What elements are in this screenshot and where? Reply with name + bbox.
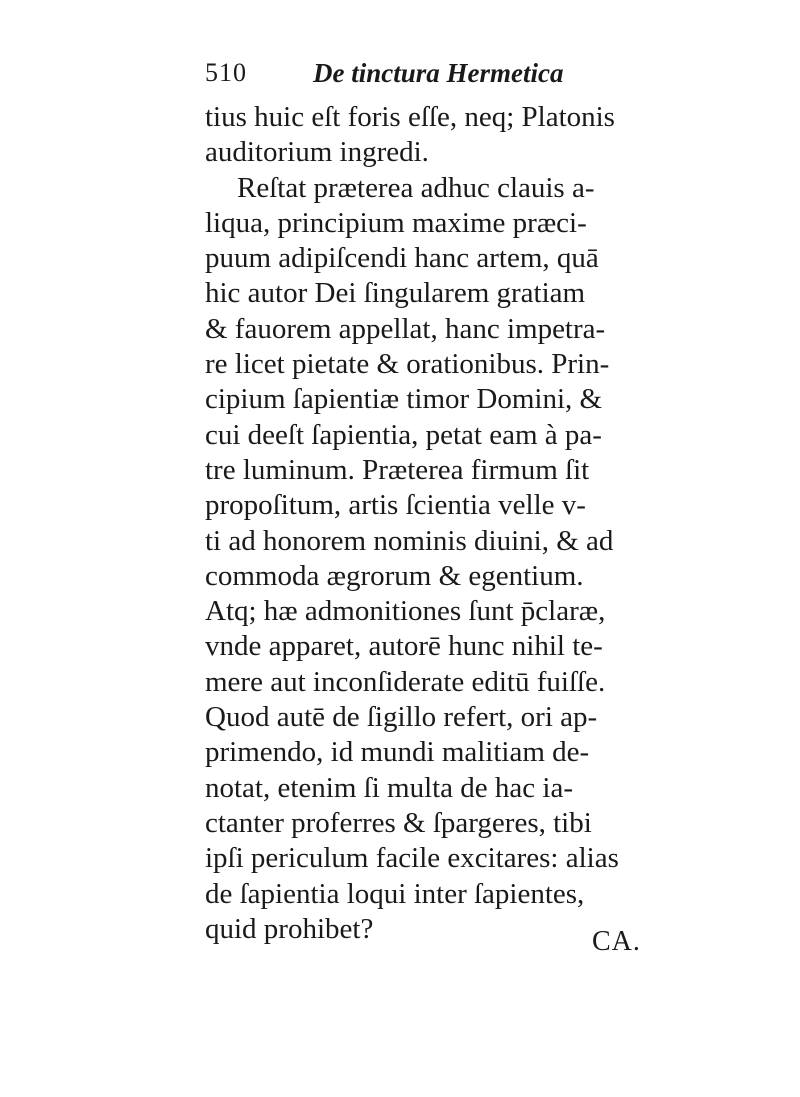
catchword: CA. (592, 926, 641, 957)
text-line: de ſapientia loqui inter ſapientes, (205, 877, 585, 910)
text-line: liqua, principium maxime præci- (205, 206, 587, 239)
text-line: Atq; hæ admonitiones ſunt p̄claræ, (205, 595, 606, 628)
text-line: ctanter proferres & ſpargeres, tibi (205, 806, 592, 839)
text-line: tius huic eſt foris eſſe, neq; Platonis (205, 101, 615, 133)
page-header (205, 58, 645, 98)
text-line: primendo, id mundi malitiam de- (205, 736, 590, 769)
running-head: De tinctura Hermetica (313, 58, 564, 88)
text-line: commoda ægrorum & egentium. (205, 559, 584, 592)
text-line: puum adipiſcendi hanc artem, quā (205, 242, 599, 275)
text-line: ipſi periculum facile excitares: alias (205, 842, 619, 875)
paragraph-start-line: Reſtat præterea adhuc clauis a- (237, 171, 595, 204)
text-line: Quod autē de ſigillo refert, ori ap- (205, 701, 598, 734)
text-line: mere aut inconſiderate editū fuiſſe. (205, 665, 606, 698)
text-line: notat, etenim ſi multa de hac ia- (205, 771, 574, 804)
text-line: ti ad honorem nominis diuini, & ad (205, 524, 614, 557)
text-line: & fauorem appellat, hanc impetra- (205, 312, 606, 345)
text-line: auditorium ingredi. (205, 136, 429, 169)
text-line: cipium ſapientiæ timor Domini, & (205, 383, 603, 416)
text-line: vnde apparet, autorē hunc nihil te- (205, 630, 603, 663)
text-line: re licet pietate & orationibus. Prin- (205, 348, 610, 381)
text-line: quid prohibet? (205, 912, 374, 945)
text-line: propoſitum, artis ſcientia velle v- (205, 489, 586, 522)
text-line: tre luminum. Præterea firmum ſit (205, 453, 590, 486)
text-line: cui deeſt ſapientia, petat eam à pa- (205, 418, 602, 451)
text-line: hic autor Dei ſingularem gratiam (205, 277, 586, 310)
page-number: 510 (205, 58, 247, 87)
body-text (205, 100, 645, 947)
